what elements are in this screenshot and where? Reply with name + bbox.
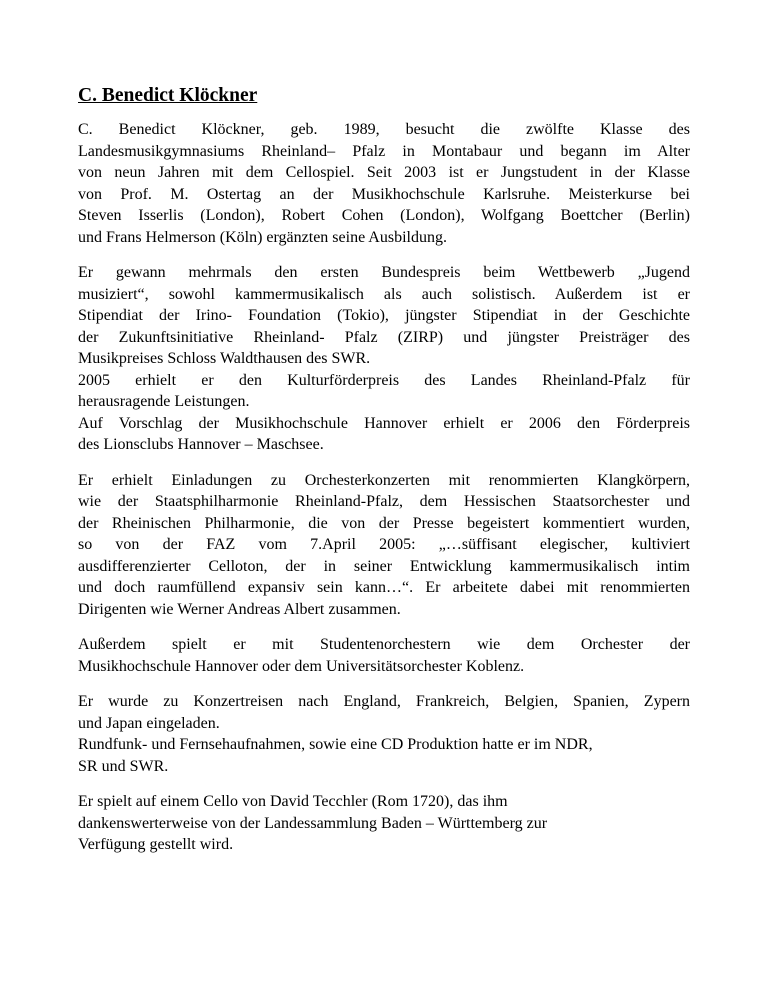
paragraph-1 (78, 119, 690, 248)
document-page (78, 84, 690, 870)
text-line: herausragende Leistungen. (78, 393, 250, 410)
text-line: und doch raumfüllend expansiv sein kann…“. Er arbeitete dabei mit renommierten (78, 579, 690, 596)
text-line: so von der FAZ vom 7.April 2005: „…süffisant elegischer, kultiviert (78, 536, 690, 553)
text-line: ausdifferenzierter Celloton, der in seiner Entwicklung kammermusikalisch intim (78, 557, 690, 575)
document-body (78, 119, 690, 856)
text-line: von Prof. M. Ostertag an der Musikhochschule Karlsruhe. Meisterkurse bei (78, 185, 690, 203)
text-line: Verfügung gestellt wird. (78, 836, 234, 853)
paragraph-2 (78, 262, 690, 456)
text-line: Stipendiat der Irino- Foundation (Tokio), jüngster Stipendiat in der Geschichte (78, 307, 690, 324)
document-title: C. Benedict Klöckner (78, 85, 258, 106)
text-line: Dirigenten wie Werner Andreas Albert zusammen. (78, 600, 401, 618)
text-line: Rundfunk- und Fernsehaufnahmen, sowie eine CD Produktion hatte er im NDR, (78, 736, 593, 753)
text-line: Er spielt auf einem Cello von David Tecchler (Rom 1720), das ihm (78, 793, 508, 810)
text-line: C. Benedict Klöckner, geb. 1989, besucht die zwölfte Klasse des (78, 121, 690, 138)
text-line: der Rheinischen Philharmonie, die von der Presse begeistert kommentiert wurden, (78, 514, 690, 532)
text-line: wie der Staatsphilharmonie Rheinland-Pfalz, dem Hessischen Staatsorchester und (78, 493, 690, 510)
text-line: Er gewann mehrmals den ersten Bundespreis beim Wettbewerb „Jugend (78, 264, 690, 281)
text-line: der Zukunftsinitiative Rheinland- Pfalz (ZIRP) und jüngster Preisträger des (78, 328, 690, 346)
paragraph-4 (78, 634, 690, 677)
text-line: Landesmusikgymnasiums Rheinland– Pfalz in Montabaur und begann im Alter (78, 142, 690, 160)
text-line: Steven Isserlis (London), Robert Cohen (London), Wolfgang Boettcher (Berlin) (78, 207, 690, 224)
text-line: 2005 erhielt er den Kulturförderpreis des Landes Rheinland-Pfalz für (78, 371, 690, 389)
text-line: Er erhielt Einladungen zu Orchesterkonzerten mit renommierten Klangkörpern, (78, 471, 690, 489)
text-line: Außerdem spielt er mit Studentenorchestern wie dem Orchester der (78, 636, 690, 653)
text-line: Musikhochschule Hannover oder dem Universitätsorchester Koblenz. (78, 657, 525, 675)
paragraph-6 (78, 791, 690, 856)
text-line: Musikpreises Schloss Waldthausen des SWR. (78, 350, 371, 367)
text-line: und Frans Helmerson (Köln) ergänzten seine Ausbildung. (78, 228, 447, 246)
text-line: dankenswerterweise von der Landessammlung Baden – Württemberg zur (78, 814, 548, 832)
text-line: des Lionsclubs Hannover – Maschsee. (78, 436, 324, 453)
text-line: Er wurde zu Konzertreisen nach England, Frankreich, Belgien, Spanien, Zypern (78, 693, 690, 710)
text-line: und Japan eingeladen. (78, 714, 220, 732)
text-line: SR und SWR. (78, 757, 169, 775)
text-line: musiziert“, sowohl kammermusikalisch als auch solistisch. Außerdem ist er (78, 285, 690, 303)
text-line: von neun Jahren mit dem Cellospiel. Seit 2003 ist er Jungstudent in der Klasse (78, 164, 690, 181)
paragraph-5 (78, 691, 690, 777)
paragraph-3 (78, 470, 690, 621)
text-line: Auf Vorschlag der Musikhochschule Hannover erhielt er 2006 den Förderpreis (78, 414, 690, 432)
